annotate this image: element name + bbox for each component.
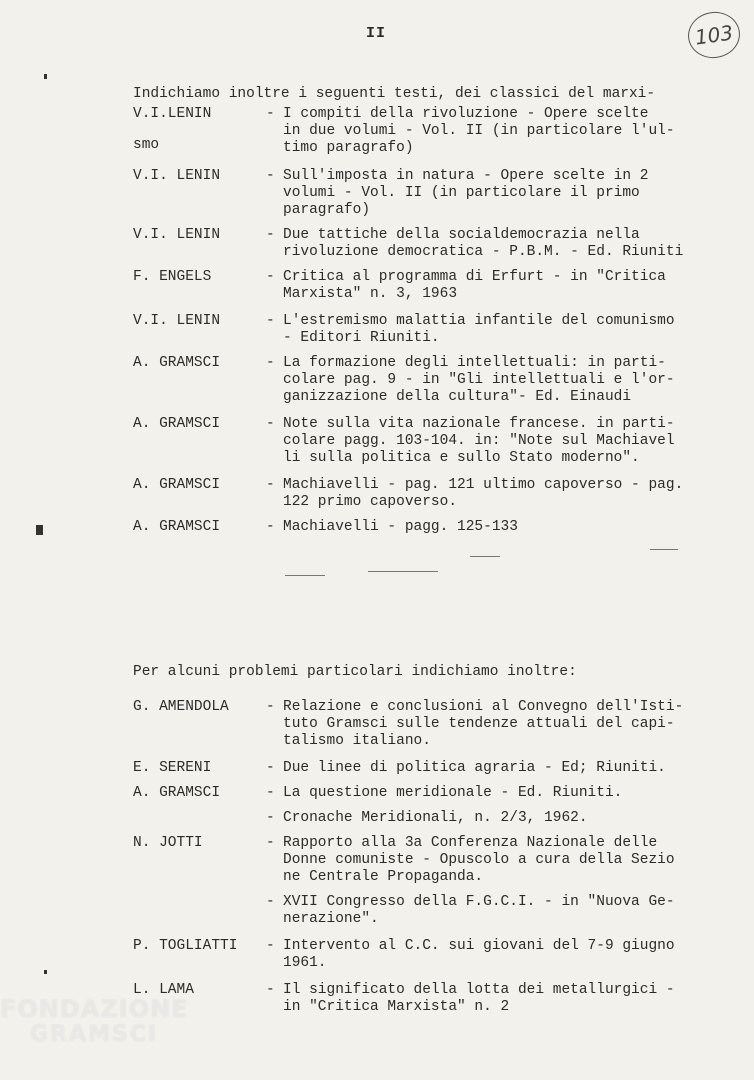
- entry-author: A. GRAMSCI: [133, 519, 221, 535]
- entry-line: in due volumi - Vol. II (in particolare l'ul-: [283, 123, 675, 139]
- page-number: II: [366, 25, 387, 42]
- entry-dash: -: [266, 313, 275, 329]
- ink-dot: [44, 74, 47, 79]
- watermark-line: FONDAZIONE: [0, 995, 189, 1023]
- entry-dash: -: [266, 894, 275, 910]
- entry-line: Due tattiche della socialdemocrazia nella: [283, 227, 640, 243]
- pencil-scribble: [470, 556, 500, 557]
- entry-description: [283, 835, 713, 886]
- entry-description: [283, 938, 713, 972]
- entry-line: Machiavelli - pagg. 125-133: [283, 519, 518, 535]
- entry-line: La formazione degli intellettuali: in parti-: [283, 355, 666, 371]
- entry-author: A. GRAMSCI: [133, 416, 221, 432]
- entry-line: colare pagg. 103-104. in: "Note sul Machiavel: [283, 433, 675, 449]
- archive-watermark: [0, 996, 189, 1048]
- entry-line: in "Critica Marxista" n. 2: [283, 999, 510, 1015]
- entry-description: [283, 785, 713, 802]
- entry-line: 1961.: [283, 955, 327, 971]
- entry-author: A. GRAMSCI: [133, 355, 221, 371]
- entry-dash: -: [266, 982, 275, 998]
- entry-author: V.I. LENIN: [133, 168, 221, 184]
- entry-author: V.I. LENIN: [133, 227, 221, 243]
- entry-description: [283, 810, 713, 827]
- entry-author: A. GRAMSCI: [133, 477, 221, 493]
- entry-dash: -: [266, 785, 275, 801]
- entry-author: P. TOGLIATTI: [133, 938, 238, 954]
- entry-line: li sulla politica e sullo Stato moderno".: [283, 450, 640, 466]
- entry-line: ganizzazione della cultura"- Ed. Einaudi: [283, 389, 632, 405]
- entry-description: [283, 106, 713, 157]
- entry-dash: -: [266, 227, 275, 243]
- intro-line: smo: [133, 137, 160, 153]
- entry-dash: -: [266, 269, 275, 285]
- entry-line: volumi - Vol. II (in particolare il primo: [283, 185, 640, 201]
- entry-dash: -: [266, 168, 275, 184]
- entry-line: 122 primo capoverso.: [283, 494, 458, 510]
- entry-author: L. LAMA: [133, 982, 194, 998]
- section2-heading: Per alcuni problemi particolari indichiamo inoltre:: [133, 664, 577, 680]
- entry-dash: -: [266, 416, 275, 432]
- entry-line: La questione meridionale - Ed. Riuniti.: [283, 785, 623, 801]
- entry-line: Intervento al C.C. sui giovani del 7-9 giugno: [283, 938, 675, 954]
- entry-dash: -: [266, 519, 275, 535]
- entry-line: I compiti della rivoluzione - Opere scelte: [283, 106, 649, 122]
- entry-dash: -: [266, 760, 275, 776]
- entry-line: Il significato della lotta dei metallurgici -: [283, 982, 675, 998]
- entry-description: [283, 313, 713, 347]
- entry-dash: -: [266, 355, 275, 371]
- entry-line: talismo italiano.: [283, 733, 431, 749]
- ink-dot: [44, 970, 47, 974]
- entry-line: XVII Congresso della F.G.C.I. - in "Nuova Ge-: [283, 894, 675, 910]
- entry-line: paragrafo): [283, 202, 371, 218]
- entry-dash: -: [266, 106, 275, 122]
- entry-description: [283, 269, 713, 303]
- entry-description: [283, 894, 713, 928]
- pencil-scribble: [285, 575, 325, 576]
- punch-hole-mark: [36, 525, 43, 535]
- entry-author: F. ENGELS: [133, 269, 212, 285]
- entry-line: L'estremismo malattia infantile del comunismo: [283, 313, 675, 329]
- entry-line: rivoluzione democratica - P.B.M. - Ed. Riuniti: [283, 244, 684, 260]
- pencil-scribble: [368, 571, 438, 572]
- entry-dash: -: [266, 938, 275, 954]
- entry-line: Cronache Meridionali, n. 2/3, 1962.: [283, 810, 588, 826]
- entry-line: - Editori Riuniti.: [283, 330, 440, 346]
- pencil-scribble: [650, 549, 678, 550]
- entry-description: [283, 416, 713, 467]
- entry-line: Donne comuniste - Opuscolo a cura della Sezio: [283, 852, 675, 868]
- entry-line: Note sulla vita nazionale francese. in parti-: [283, 416, 675, 432]
- entry-line: Sull'imposta in natura - Opere scelte in 2: [283, 168, 649, 184]
- entry-line: Marxista" n. 3, 1963: [283, 286, 458, 302]
- entry-line: timo paragrafo): [283, 140, 414, 156]
- entry-author: G. AMENDOLA: [133, 699, 229, 715]
- entry-line: Relazione e conclusioni al Convegno dell'Isti-: [283, 699, 684, 715]
- entry-description: [283, 982, 713, 1016]
- entry-author: N. JOTTI: [133, 835, 203, 851]
- entry-line: colare pag. 9 - in "Gli intellettuali e l'or-: [283, 372, 675, 388]
- entry-description: [283, 760, 713, 777]
- entry-dash: -: [266, 810, 275, 826]
- intro-line: Indichiamo inoltre i seguenti testi, dei classici del marxi-: [133, 86, 656, 102]
- entry-line: tuto Gramsci sulle tendenze attuali del capi-: [283, 716, 675, 732]
- entry-line: nerazione".: [283, 911, 379, 927]
- entry-line: Machiavelli - pag. 121 ultimo capoverso - pag.: [283, 477, 684, 493]
- entry-dash: -: [266, 699, 275, 715]
- archive-stamp: 103: [685, 9, 743, 62]
- entry-description: [283, 477, 713, 511]
- entry-description: [283, 227, 713, 261]
- entry-description: [283, 519, 713, 536]
- watermark-line: GRAMSCI: [30, 1022, 159, 1047]
- entry-line: Rapporto alla 3a Conferenza Nazionale delle: [283, 835, 658, 851]
- entry-author: E. SERENI: [133, 760, 212, 776]
- entry-description: [283, 699, 713, 750]
- entry-dash: -: [266, 835, 275, 851]
- entry-description: [283, 355, 713, 406]
- entry-author: V.I.LENIN: [133, 106, 212, 122]
- entry-line: Due linee di politica agraria - Ed; Riuniti.: [283, 760, 666, 776]
- entry-description: [283, 168, 713, 219]
- entry-author: V.I. LENIN: [133, 313, 221, 329]
- entry-author: A. GRAMSCI: [133, 785, 221, 801]
- entry-line: Critica al programma di Erfurt - in "Critica: [283, 269, 666, 285]
- entry-line: ne Centrale Propaganda.: [283, 869, 484, 885]
- entry-dash: -: [266, 477, 275, 493]
